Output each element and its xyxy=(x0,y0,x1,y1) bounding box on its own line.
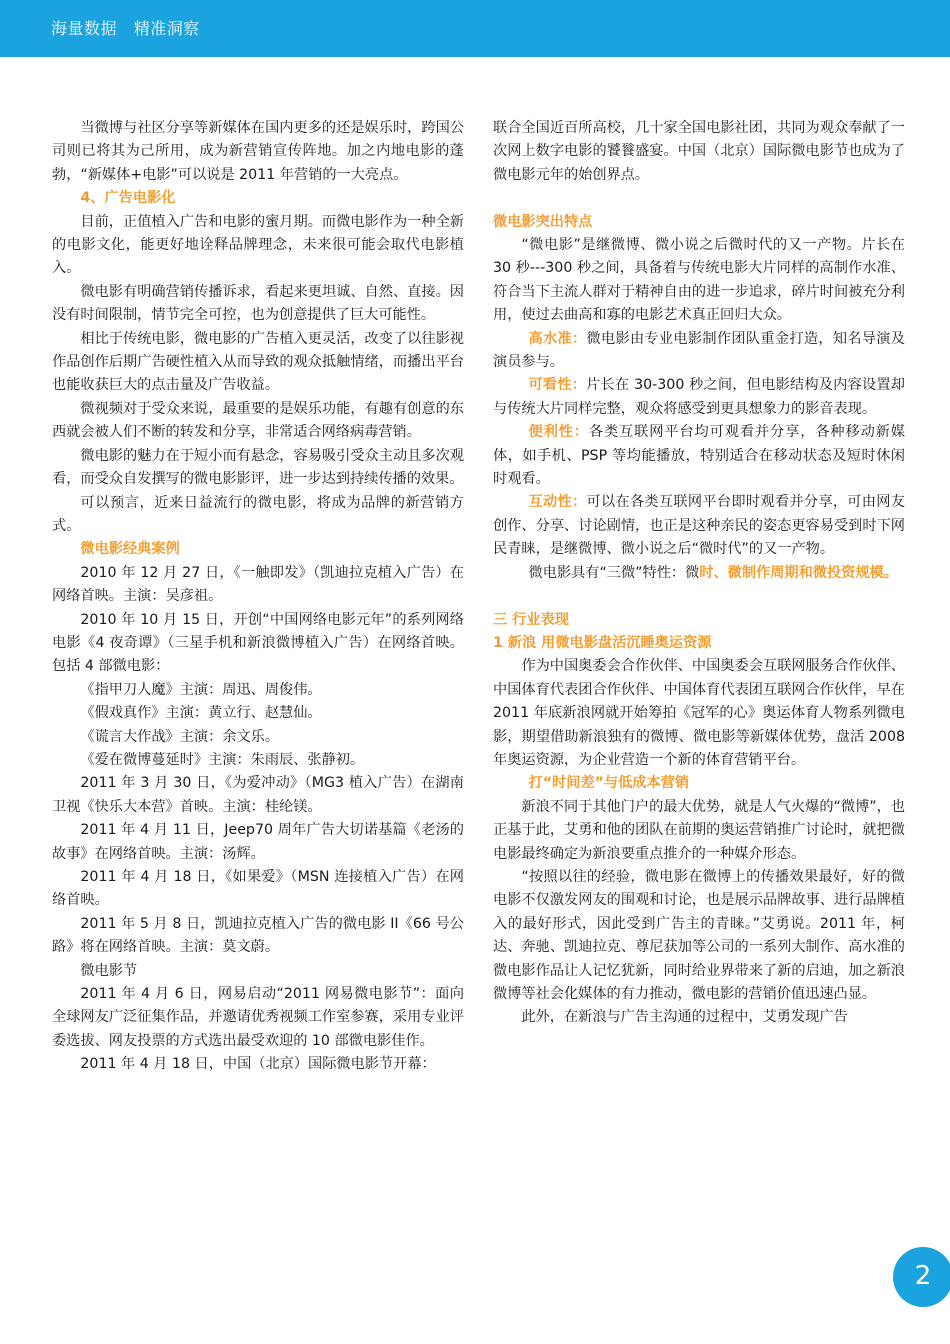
paragraph: “按照以往的经验，微电影在微博上的传播效果最好，好的微电影不仅激发网友的围观和讨论，也是展示品牌故事、进行品牌植入的最好形式，因此受到广告主的青睐。”艾勇说。2011 年，柯达、奔驰、凯迪拉克、尊尼获加等公司的一系列大制作、高水准的微电影作品让人记忆犹新，同时给业界带来了新的启迪，加之新浪微博等社会化媒体的有力推动，微电影的营销价值迅速凸显。 xyxy=(493,868,905,1002)
left-column xyxy=(52,117,464,1077)
paragraph: 此外，在新浪与广告主沟通的过程中，艾勇发现广告 xyxy=(521,1009,848,1026)
feature-label: 互动性： xyxy=(528,494,587,511)
header-bar xyxy=(0,0,950,57)
feature-text: 微电影由专业电影制作团队重金打造，知名导演及演员参与。 xyxy=(493,330,905,371)
feature-text: 各类互联网平台均可观看并分享，各种移动新媒体，如手机、PSP 等均能播放，特别适合在移动状态及短时休闲时观看。 xyxy=(493,424,905,488)
feature-item xyxy=(493,374,905,421)
festival-item: 2011 年 4 月 6 日，网易启动“2011 网易微电影节”：面向全球网友广泛征集作品，并邀请优秀视频工作室参赛，采用专业评委选拔、网友投票的方式选出最受欢迎的 10 部微电影佳作。 xyxy=(52,986,464,1049)
feature-label: 可看性： xyxy=(528,377,587,394)
festival-item: 2011 年 4 月 18 日，中国（北京）国际微电影节开幕： xyxy=(80,1056,436,1073)
paragraph: “微电影”是继微博、微小说之后微时代的又一产物。片长在 30 秒---300 秒之间，具备着与传统电影大片同样的高制作水准、符合当下主流人群对于精神自由的进一步追求，碎片时间被充分利用，使过去曲高和寡的电影艺术真正回归大众。 xyxy=(493,237,905,324)
case-item: 2011 年 4 月 11 日，Jeep70 周年广告大切诺基篇《老汤的故事》在网络首映。主演：汤辉。 xyxy=(52,822,464,862)
header-tagline: 海量数据 精准洞察 xyxy=(51,19,200,38)
case-item: 2011 年 3 月 30 日，《为爱冲动》（MG3 植入广告）在湖南卫视《快乐大本营》首映。主演：桂纶镁。 xyxy=(52,775,464,815)
paragraph: 微电影有明确营销传播诉求，看起来更坦诚、自然、直接。因没有时间限制，情节完全可控，也为创意提供了巨大可能性。 xyxy=(52,283,464,324)
chapter-heading: 三 行业表现 xyxy=(493,611,569,628)
paragraph: 微视频对于受众来说，最重要的是娱乐功能，有趣有创意的东西就会被人们不断的转发和分享，非常适合网络病毒营销。 xyxy=(52,400,464,441)
paragraph: 当微博与社区分享等新媒体在国内更多的还是娱乐时，跨国公司则已将其为己所用，成为新营销宣传阵地。加之内地电影的蓬勃，“新媒体+电影”可以说是 2011 年营销的一大亮点。 xyxy=(52,120,464,183)
paragraph: 目前，正值植入广告和电影的蜜月期。而微电影作为一种全新的电影文化，能更好地诠释品牌理念，未来很可能会取代电影植入。 xyxy=(52,213,464,277)
paragraph-text: 微电影具有“三微”特性：微 xyxy=(528,564,700,581)
highlight-text: 时、微制作周期和微投资规模。 xyxy=(699,564,898,581)
subsection-label: 微电影节 xyxy=(80,962,138,979)
section-heading: 微电影经典案例 xyxy=(80,541,180,558)
case-subitem: 《谎言大作战》主演：余文乐。 xyxy=(80,728,280,745)
feature-label: 便利性： xyxy=(528,424,589,441)
feature-item xyxy=(493,328,905,375)
section-heading: 4、广告电影化 xyxy=(80,190,176,207)
case-item: 2011 年 4 月 18 日，《如果爱》（MSN 连接植入广告）在网络首映。 xyxy=(52,869,464,909)
case-subitem: 《指甲刀人魔》主演：周迅、周俊伟。 xyxy=(80,681,322,698)
feature-text: 片长在 30-300 秒之间，但电影结构及内容设置却与传统大片同样完整，观众将感受到更具想象力的影音表现。 xyxy=(493,377,905,417)
feature-item xyxy=(493,491,905,561)
case-subitem: 《爱在微博蔓延时》主演：朱雨辰、张静初。 xyxy=(80,751,365,768)
paragraph: 相比于传统电影，微电影的广告植入更灵活，改变了以往影视作品创作后期广告硬性植入从而导致的观众抵触情绪，而播出平台也能收获巨大的点击量及广告收益。 xyxy=(52,330,464,394)
feature-label: 高水准： xyxy=(528,330,587,347)
case-item: 2010 年 12 月 27 日，《一触即发》（凯迪拉克植入广告）在网络首映。主演：吴彦祖。 xyxy=(52,564,464,605)
section-heading: 微电影突出特点 xyxy=(493,213,593,230)
feature-text: 可以在各类互联网平台即时观看并分享，可由网友创作、分享、讨论剧情，也正是这种亲民的姿态更容易受到时下网民青睐，是继微博、微小说之后“微时代”的又一产物。 xyxy=(493,494,905,558)
paragraph xyxy=(493,562,905,585)
paragraph: 新浪不同于其他门户的最大优势，就是人气火爆的“微博”，也正基于此，艾勇和他的团队在前期的奥运营销推广讨论时，就把微电影最终确定为新浪要重点推介的一种媒介形态。 xyxy=(493,798,905,862)
feature-item xyxy=(493,421,905,491)
paragraph: 联合全国近百所高校，几十家全国电影社团，共同为观众奉献了一次网上数字电影的饕餮盛宴。中国（北京）国际微电影节也成为了微电影元年的始创界点。 xyxy=(493,120,905,183)
subsection-heading: 1 新浪 用微电影盘活沉睡奥运资源 xyxy=(493,634,712,651)
paragraph: 可以预言，近来日益流行的微电影，将成为品牌的新营销方式。 xyxy=(52,494,464,534)
case-item: 2011 年 5 月 8 日，凯迪拉克植入广告的微电影 II《66 号公路》将在网络首映。主演：莫文蔚。 xyxy=(52,915,464,956)
right-column xyxy=(493,117,905,1030)
case-item: 2010 年 10 月 15 日，开创“中国网络电影元年”的系列网络电影《4 夜奇谭》（三星手机和新浪微博植入广告）在网络首映。包括 4 部微电影： xyxy=(52,611,464,675)
paragraph: 微电影的魅力在于短小而有悬念，容易吸引受众主动且多次观看，而受众自发撰写的微电影影评，进一步达到持续传播的效果。 xyxy=(52,447,464,488)
paragraph: 作为中国奥委会合作伙伴、中国奥委会互联网服务合作伙伴、中国体育代表团合作伙伴、中国体育代表团互联网合作伙伴，早在 2011 年底新浪网就开始筹拍《冠军的心》奥运体育人物系列微电影，期望借助新浪独有的微博、微电影等新媒体优势，盘活 2008 年奥运资源，为企业营造一个新的体育营销平台。 xyxy=(493,658,905,768)
case-subitem: 《假戏真作》主演：黄立行、赵慧仙。 xyxy=(80,705,322,722)
page-number: 2 xyxy=(893,1247,950,1307)
subsection-heading: 打“时间差”与低成本营销 xyxy=(528,775,690,792)
